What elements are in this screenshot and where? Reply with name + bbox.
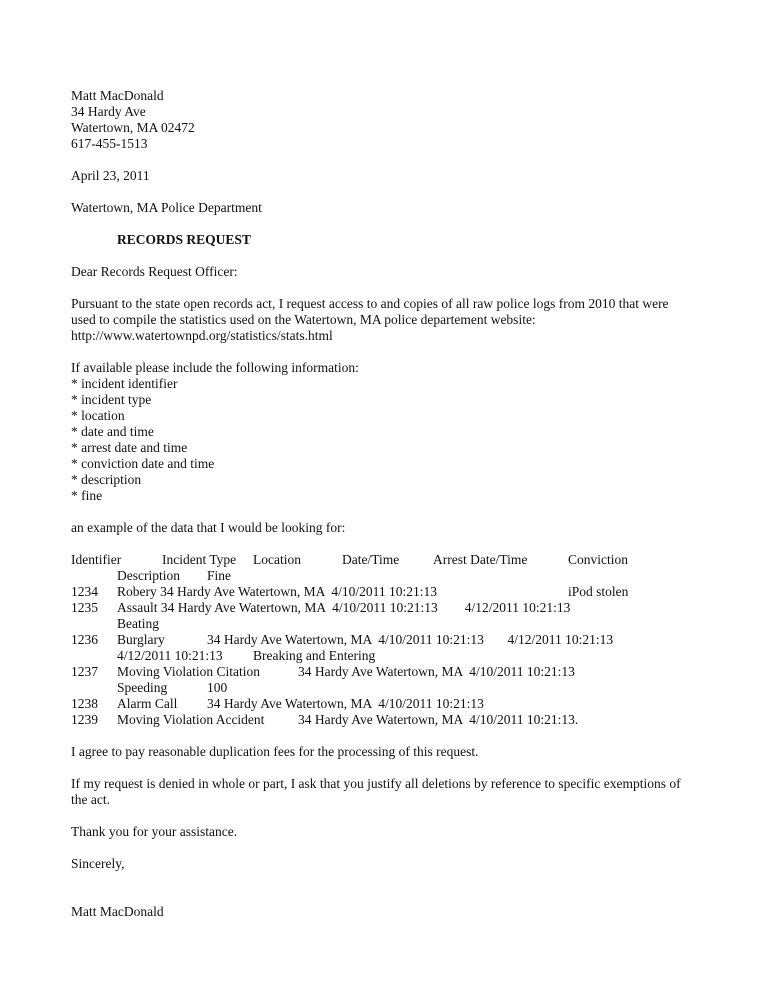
row-text: 34 Hardy Ave Watertown, MA 4/10/2011 10:21:13 <box>298 664 575 679</box>
sender-city: Watertown, MA 02472 <box>71 120 195 135</box>
info-item: * description <box>71 472 142 487</box>
sender-street: 34 Hardy Ave <box>71 104 146 119</box>
row-identifier: 1238 <box>71 696 98 711</box>
thanks-line: Thank you for your assistance. <box>71 824 238 839</box>
denial-line: the act. <box>71 792 110 807</box>
col-header-arrest: Arrest Date/Time <box>433 552 528 567</box>
row-incident-type: Burglary <box>117 632 165 647</box>
subject-heading: RECORDS REQUEST <box>117 232 251 247</box>
letter-date: April 23, 2011 <box>71 168 150 183</box>
closing-line: Sincerely, <box>71 856 125 871</box>
row-text: 34 Hardy Ave Watertown, MA 4/10/2011 10:21:13 <box>207 696 484 711</box>
col-header-fine: Fine <box>207 568 232 583</box>
example-heading: an example of the data that I would be looking for: <box>71 520 346 535</box>
info-item: * incident type <box>71 392 152 407</box>
row-incident-type: Moving Violation Accident <box>117 712 265 727</box>
row-text: 34 Hardy Ave Watertown, MA 4/10/2011 10:21:13. <box>298 712 579 727</box>
row-conviction: 4/12/2011 10:21:13 <box>117 648 223 663</box>
info-item: * location <box>71 408 125 423</box>
intro-url: http://www.watertownpd.org/statistics/stats.html <box>71 328 333 343</box>
row-identifier: 1239 <box>71 712 98 727</box>
fee-paragraph: I agree to pay reasonable duplication fees for the processing of this request. <box>71 744 479 759</box>
col-header-incident-type: Incident Type <box>162 552 237 567</box>
info-heading: If available please include the following information: <box>71 360 359 375</box>
row-description: Beating <box>117 616 159 631</box>
info-item: * conviction date and time <box>71 456 215 471</box>
info-item: * date and time <box>71 424 154 439</box>
row-conviction: iPod stolen <box>568 584 629 599</box>
row-fine: 100 <box>207 680 228 695</box>
row-identifier: 1235 <box>71 600 98 615</box>
col-header-conviction: Conviction <box>568 552 628 567</box>
row-description: Breaking and Entering <box>253 648 376 663</box>
row-identifier: 1234 <box>71 584 98 599</box>
sender-name: Matt MacDonald <box>71 88 164 103</box>
row-identifier: 1236 <box>71 632 98 647</box>
row-incident-type: Moving Violation Citation <box>117 664 260 679</box>
signature-name: Matt MacDonald <box>71 904 164 919</box>
row-text: Robery 34 Hardy Ave Watertown, MA 4/10/2011 10:21:13 <box>117 584 438 599</box>
info-item: * arrest date and time <box>71 440 188 455</box>
col-header-description: Description <box>117 568 180 583</box>
row-identifier: 1237 <box>71 664 98 679</box>
col-header-location: Location <box>253 552 301 567</box>
row-incident-type: Alarm Call <box>117 696 178 711</box>
col-header-datetime: Date/Time <box>342 552 400 567</box>
info-item: * incident identifier <box>71 376 178 391</box>
col-header-identifier: Identifier <box>71 552 122 567</box>
intro-line: used to compile the statistics used on the Watertown, MA police departement website: <box>71 312 536 327</box>
row-text: Assault 34 Hardy Ave Watertown, MA 4/10/2011 10:21:13 4/12/2011 10:21:13 <box>117 600 571 615</box>
info-item: * fine <box>71 488 103 503</box>
recipient: Watertown, MA Police Department <box>71 200 262 215</box>
sender-phone: 617-455-1513 <box>71 136 148 151</box>
row-text: 34 Hardy Ave Watertown, MA 4/10/2011 10:21:13 4/12/2011 10:21:13 <box>207 632 614 647</box>
denial-line: If my request is denied in whole or part, I ask that you justify all deletions by reference to specific exemptions of <box>71 776 681 791</box>
salutation: Dear Records Request Officer: <box>71 264 238 279</box>
intro-line: Pursuant to the state open records act, I request access to and copies of all raw police logs from 2010 that were <box>71 296 669 311</box>
row-description: Speeding <box>117 680 168 695</box>
